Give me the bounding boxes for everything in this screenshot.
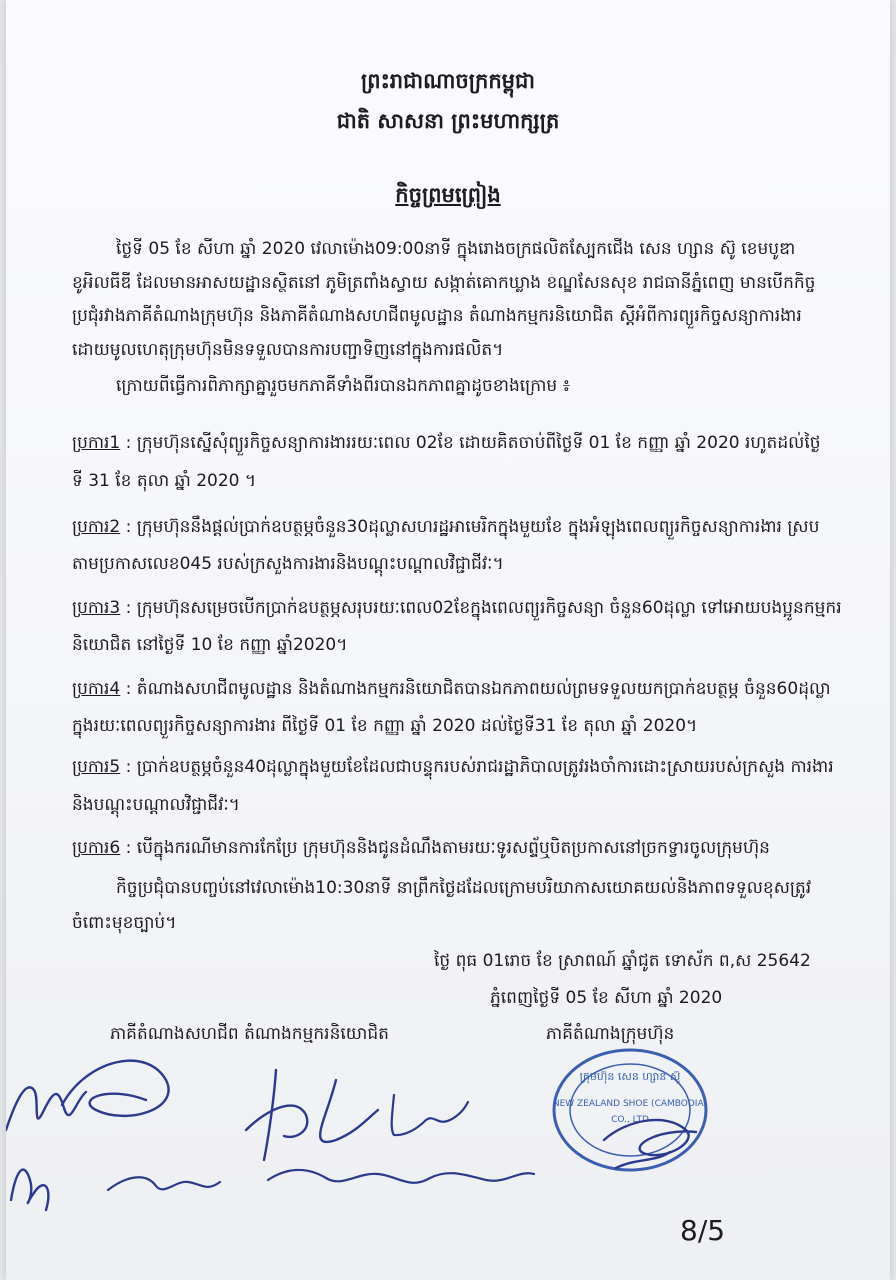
stamp-text-top: ក្រុមហ៊ុន សេន ហ្សាន ស៊ូ: [579, 1070, 681, 1083]
union-signatory-label: ភាគីតំណាងសហជីព តំណាងកម្មករនិយោជិត: [110, 1024, 389, 1044]
article-1: [72, 432, 821, 454]
header-kingdom: ព្រះរាជាណាចក្រកម្ពុជា: [360, 69, 535, 93]
article-5: [72, 756, 834, 778]
document-page: [6, 0, 890, 1280]
handwritten-date: 8/5: [680, 1214, 726, 1247]
union-signature-3: [246, 1070, 378, 1160]
lunar-date: ថ្ងៃ ពុធ 01រោច ខែ ស្រាពណ៍ ឆ្នាំជូត ទោស័ក ព,ស 25642: [434, 951, 811, 971]
article-4: [72, 678, 831, 700]
article-text: : តំណាងសហជីពមូលដ្ឋាន និងតំណាងកម្មករនិយោជិតបានឯកភាពយល់ព្រមទទួលយកប្រាក់ឧបត្ថម្ភ ចំនួន60ដុល្លា: [120, 679, 831, 699]
header-motto: ជាតិ សាសនា ព្រះមហាក្សត្រ: [336, 109, 560, 133]
document-title: កិច្ចព្រមព្រៀង: [395, 183, 501, 207]
article-label: ប្រការ5: [72, 757, 121, 777]
article-5-cont: និងបណ្តុះបណ្តាលវិជ្ជាជីវៈ។: [72, 795, 240, 815]
article-3: [72, 597, 842, 619]
intro-line-1: ថ្ងៃទី 05 ខែ សីហា ឆ្នាំ 2020 វេលាម៉ោង09:00នាទី ក្នុងរោងចក្រផលិតស្បែកជើង សេន ហ្សាន ស៊ូ ខេមបូឌា: [116, 239, 796, 259]
article-2: [72, 516, 819, 538]
article-2-cont: តាមប្រកាសលេខ045 របស់ក្រសួងការងារនិងបណ្តុះបណ្តាលវិជ្ជាជីវៈ។: [72, 554, 504, 574]
union-signature-5: [268, 1170, 534, 1183]
union-signature-1: [6, 1061, 169, 1210]
article-label: ប្រការ3: [72, 598, 121, 618]
signatures-area: [6, 1040, 890, 1280]
article-text: : ក្រុមហ៊ុនសម្រេចបើកប្រាក់ឧបត្ថម្ភសរុបរយៈពេល02ខែក្នុងពេលព្យួរកិច្ចសន្យា ចំនួន60ដុល្លា ទៅអោយបងប្អូនកម្មករ: [120, 598, 842, 618]
stamp-text-mid: NEW ZEALAND SHOE (CAMBODIA): [552, 1099, 708, 1109]
article-label: ប្រការ1: [72, 433, 121, 453]
article-text: : ក្រុមហ៊ុនស្នើសុំព្យួរកិច្ចសន្យាការងាររយៈពេល 02ខែ ដោយគិតចាប់ពីថ្ងៃទី 01 ខែ កញ្ញា ឆ្នាំ 2020 រហូតដល់ថ្ងៃ: [120, 433, 821, 453]
article-3-cont: និយោជិត នៅថ្ងៃទី 10 ខែ កញ្ញា ឆ្នាំ2020។: [72, 635, 348, 655]
intro-line-4: ដោយមូលហេតុក្រុមហ៊ុនមិនទទួលបានការបញ្ជាទិញនៅក្នុងការផលិត។: [72, 340, 504, 360]
intro-line-3: ប្រជុំរវាងភាគីតំណាងក្រុមហ៊ុន និងភាគីតំណាងសហជីពមូលដ្ឋាន តំណាងកម្មករនិយោជិត ស្តីអំពីការព្យួរកិច្ចសន្យាការងារ: [72, 306, 802, 326]
article-text: : ក្រុមហ៊ុននឹងផ្តល់ប្រាក់ឧបត្ថម្ភចំនួន30ដុល្លាសហរដ្ឋអាមេរិកក្នុងមួយខែ ក្នុងអំឡុងពេលព្យួរកិច្ចសន្យាការងារ ស្រប: [120, 517, 820, 537]
closing-line-2: ចំពោះមុខច្បាប់។: [72, 913, 177, 933]
article-label: ប្រការ2: [72, 517, 121, 537]
intro-line-2: ខូអិលធីឌី ដែលមានអាសយដ្ឋានស្ថិតនៅ ភូមិត្រពាំងស្វាយ សង្កាត់គោកឃ្លាង ខណ្ឌសែនសុខ រាជធានីភ្នំពេញ មានបើកកិច្ច: [72, 273, 816, 293]
company-signature: [604, 1120, 696, 1168]
article-text: : ប្រាក់ឧបត្ថម្ភចំនួន40ដុល្លាក្នុងមួយខែដែលជាបន្ទុករបស់រាជរដ្ឋាភិបាលត្រូវរងចាំការដោះស្រាយរបស់ក្រសួង ការងារ: [120, 757, 834, 777]
article-6: [72, 837, 770, 859]
union-signature-4: [392, 1095, 468, 1135]
article-label: ប្រការ4: [72, 679, 121, 699]
solar-date: ភ្នំពេញថ្ងៃទី 05 ខែ សីហា ឆ្នាំ 2020: [490, 988, 723, 1008]
closing-line-1: កិច្ចប្រជុំបានបញ្ចប់នៅវេលាម៉ោង10:30នាទី នាព្រឹកថ្ងៃដដែលក្រោមបរិយាកាសយោគយល់និងភាពទទួលខុសត្រូវ: [116, 878, 812, 898]
agreement-lead: ក្រោយពីធ្វើការពិភាក្សាគ្នារួចមកភាគីទាំងពីរបានឯកភាពគ្នាដូចខាងក្រោម ៖: [116, 376, 571, 396]
stamp-text-bot: CO., LTD: [611, 1115, 649, 1125]
article-1-cont: ទី 31 ខែ តុលា ឆ្នាំ 2020 ។: [72, 471, 257, 491]
union-signature-2: [108, 1177, 220, 1190]
article-text: : បើក្នុងករណីមានការកែប្រែ ក្រុមហ៊ុននិងជូនដំណឹងតាមរយៈទូរសព្ទ័ឬបិតប្រកាសនៅច្រកទ្វារចូលក្រុមហ៊ុន: [120, 838, 770, 858]
company-signatory-label: ភាគីតំណាងក្រុមហ៊ុន: [546, 1024, 675, 1044]
article-label: ប្រការ6: [72, 838, 121, 858]
company-stamp: [553, 1050, 707, 1170]
article-4-cont: ក្នុងរយៈពេលព្យួរកិច្ចសន្យាការងារ ពីថ្ងៃទី 01 ខែ កញ្ញា ឆ្នាំ 2020 ដល់ថ្ងៃទី31 ខែ តុលា ឆ្នាំ 2020។: [72, 716, 698, 736]
